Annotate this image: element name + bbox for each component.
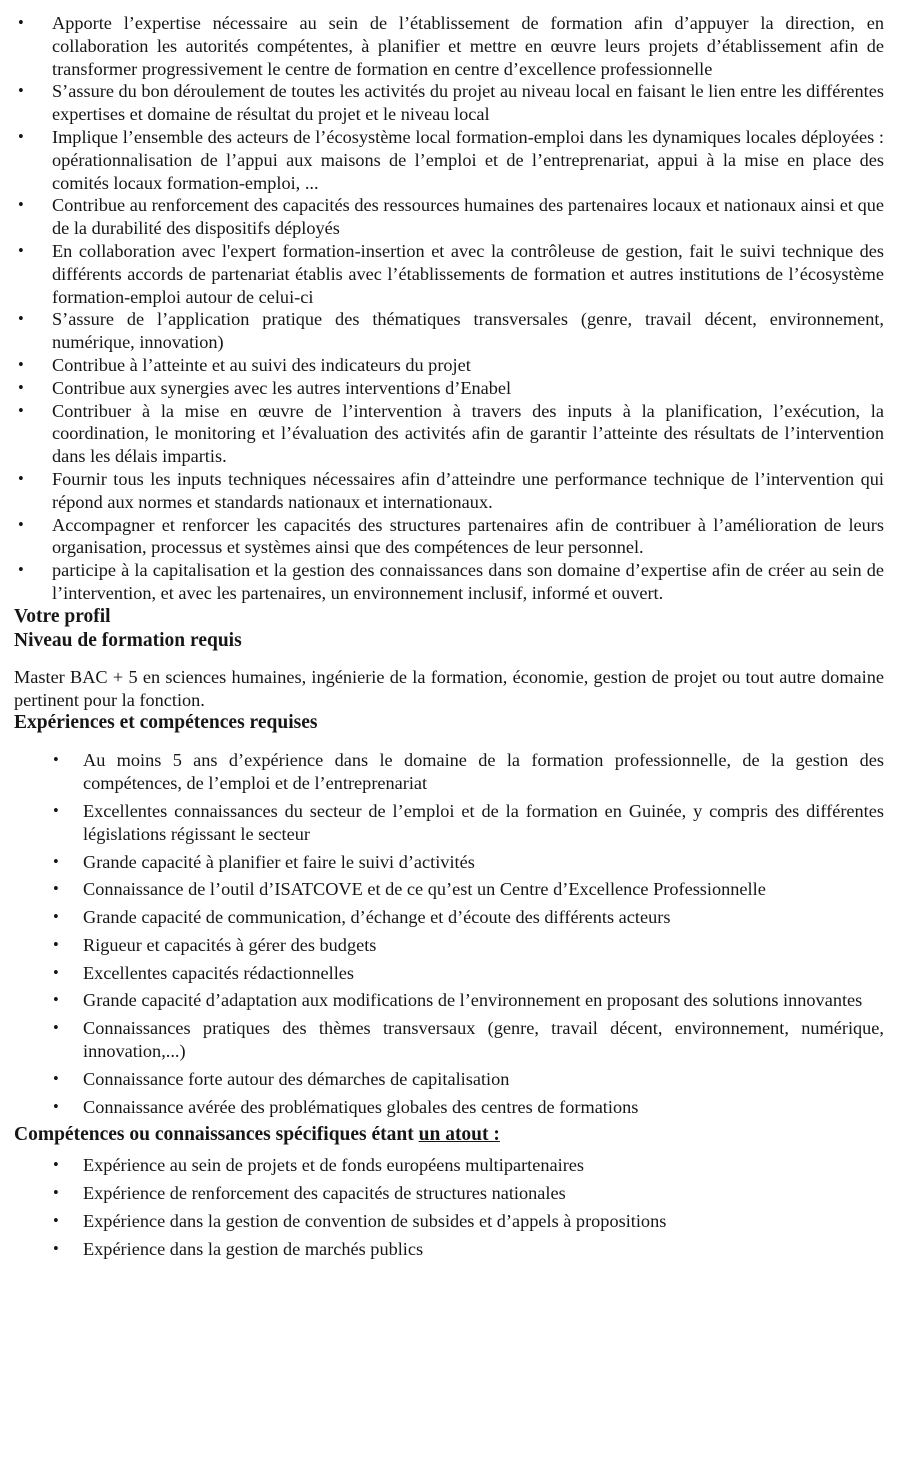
bullet-icon: • (18, 400, 24, 420)
list-item-text: Grande capacité d’adaptation aux modifications de l’environnement en proposant des solutions innovantes (83, 990, 863, 1011)
bullet-icon: • (53, 1018, 59, 1038)
list-item (18, 354, 884, 377)
list-item-text: Au moins 5 ans d’expérience dans le domaine de la formation professionnelle, de la gestion des compétences, de l’emploi et de l’entreprenariat (83, 750, 884, 794)
list-item (18, 80, 884, 126)
list-item (53, 878, 884, 901)
list-item (53, 906, 884, 929)
list-item-text: Rigueur et capacités à gérer des budgets (83, 934, 377, 955)
list-item-text: Expérience dans la gestion de convention de subsides et d’appels à propositions (83, 1211, 667, 1232)
list-item-text: Excellentes connaissances du secteur de l’emploi et de la formation en Guinée, y compris des différentes législations régissant le secteur (83, 800, 884, 844)
list-item (53, 1210, 884, 1233)
bullet-icon: • (53, 934, 59, 954)
bullet-icon: • (18, 560, 24, 580)
bullet-icon: • (53, 1096, 59, 1116)
list-item-text: Fournir tous les inputs techniques nécessaires afin d’atteindre une performance technique de l’intervention qui répond aux normes et standards nationaux et internationaux. (52, 468, 884, 512)
list-item-text: Apporte l’expertise nécessaire au sein de l’établissement de formation afin d’appuyer la direction, en collaboration les autorités compétentes, à planifier et mettre en œuvre leurs projets d’établissement afin de transformer progressivement le centre de formation en centre d’excellence professionnelle (52, 13, 884, 79)
bullet-icon: • (53, 1183, 59, 1203)
experience-list (14, 749, 884, 1118)
bullet-icon: • (18, 354, 24, 374)
bullet-icon: • (53, 1068, 59, 1088)
list-item-text: En collaboration avec l'expert formation-insertion et avec la contrôleuse de gestion, fait le suivi technique des différents accords de partenariat établis avec l’établissements de formation et autres institutions de l’écosystème formation-emploi autour de celui-ci (52, 240, 884, 307)
list-item (18, 12, 884, 80)
assets-list (14, 1154, 884, 1260)
list-item-text: Accompagner et renforcer les capacités des structures partenaires afin de contribuer à l’amélioration de leurs organisation, processus et systèmes ainsi que des compétences de leur personnel. (52, 514, 884, 558)
bullet-icon: • (53, 990, 59, 1010)
list-item (18, 308, 884, 354)
experience-heading: Expériences et compétences requises (14, 712, 318, 734)
education-heading: Niveau de formation requis (14, 629, 242, 651)
list-item (18, 126, 884, 194)
bullet-icon: • (53, 851, 59, 871)
bullet-icon: • (18, 468, 24, 488)
list-item-text: S’assure de l’application pratique des thématiques transversales (genre, travail décent, environnement, numérique, innovation) (52, 309, 884, 353)
bullet-icon: • (53, 1211, 59, 1231)
assets-heading-prefix: Compétences ou connaissances spécifiques étant (14, 1124, 419, 1146)
list-item (53, 1182, 884, 1205)
bullet-icon: • (18, 240, 24, 260)
list-item (53, 749, 884, 795)
list-item (53, 934, 884, 957)
list-item (53, 1238, 884, 1261)
bullet-icon: • (53, 750, 59, 770)
list-item (18, 400, 884, 468)
bullet-icon: • (18, 195, 24, 215)
bullet-icon: • (53, 879, 59, 899)
list-item-text: Expérience de renforcement des capacités de structures nationales (83, 1183, 566, 1204)
list-item-text: Grande capacité à planifier et faire le suivi d’activités (83, 851, 475, 872)
profile-heading: Votre profil (14, 605, 111, 627)
list-item (18, 468, 884, 514)
assets-heading (14, 1123, 884, 1147)
bullet-icon: • (53, 962, 59, 982)
list-item (18, 559, 884, 605)
list-item-text: Contribue aux synergies avec les autres interventions d’Enabel (52, 377, 512, 398)
bullet-icon: • (18, 309, 24, 329)
list-item-text: Grande capacité de communication, d’échange et d’écoute des différents acteurs (83, 907, 671, 928)
list-item (53, 989, 884, 1012)
list-item (53, 962, 884, 985)
list-item (53, 1017, 884, 1063)
list-item (18, 240, 884, 308)
list-item-text: participe à la capitalisation et la gestion des connaissances dans son domaine d’expertise afin de créer au sein de l’intervention, et avec les partenaires, un environnement inclusif, informé et ouvert. (52, 560, 884, 603)
list-item-text: Connaissance forte autour des démarches de capitalisation (83, 1068, 510, 1089)
bullet-icon: • (18, 377, 24, 397)
list-item (53, 1154, 884, 1177)
bullet-icon: • (53, 907, 59, 927)
list-item (53, 800, 884, 846)
list-item (18, 514, 884, 560)
list-item (53, 851, 884, 874)
list-item-text: Implique l’ensemble des acteurs de l’écosystème local formation-emploi dans les dynamiques locales déployées : opérationnalisation de l’appui aux maisons de l’emploi et de l’entreprenariat, appui à la mise en place des comités locaux formation-emploi, ... (52, 126, 884, 193)
education-paragraph: Master BAC + 5 en sciences humaines, ingénierie de la formation, économie, gestion de projet ou tout autre domaine pertinent pour la fonction. (14, 666, 884, 710)
list-item-text: Connaissance avérée des problématiques globales des centres de formations (83, 1096, 639, 1117)
responsibilities-list (14, 12, 884, 605)
list-item-text: Contribue au renforcement des capacités des ressources humaines des partenaires locaux et nationaux ainsi et que de la durabilité des dispositifs déployés (52, 195, 884, 239)
list-item-text: Expérience dans la gestion de marchés publics (83, 1238, 424, 1259)
list-item-text: Contribue à l’atteinte et au suivi des indicateurs du projet (52, 354, 471, 375)
bullet-icon: • (18, 514, 24, 534)
list-item-text: Connaissances pratiques des thèmes transversaux (genre, travail décent, environnement, numérique, innovation,...) (83, 1018, 884, 1062)
list-item (53, 1096, 884, 1119)
bullet-icon: • (53, 1238, 59, 1258)
list-item-text: Connaissance de l’outil d’ISATCOVE et de ce qu’est un Centre d’Excellence Professionnelle (83, 879, 766, 900)
list-item (18, 377, 884, 400)
list-item-text: S’assure du bon déroulement de toutes les activités du projet au niveau local en faisant le lien entre les différentes expertises et domaine de résultat du projet et le niveau local (52, 81, 884, 125)
bullet-icon: • (53, 800, 59, 820)
list-item (18, 194, 884, 240)
list-item-text: Excellentes capacités rédactionnelles (83, 962, 355, 983)
list-item-text: Expérience au sein de projets et de fonds européens multipartenaires (83, 1155, 585, 1176)
assets-heading-underlined: un atout : (418, 1124, 500, 1146)
bullet-icon: • (53, 1155, 59, 1175)
list-item (53, 1068, 884, 1091)
list-item-text: Contribuer à la mise en œuvre de l’intervention à travers des inputs à la planification, l’exécution, la coordination, le monitoring et l’évaluation des activités afin de garantir l’atteinte des résultats de l’intervention dans les délais impartis. (52, 400, 884, 467)
bullet-icon: • (18, 81, 24, 101)
bullet-icon: • (18, 126, 24, 146)
bullet-icon: • (18, 13, 24, 32)
